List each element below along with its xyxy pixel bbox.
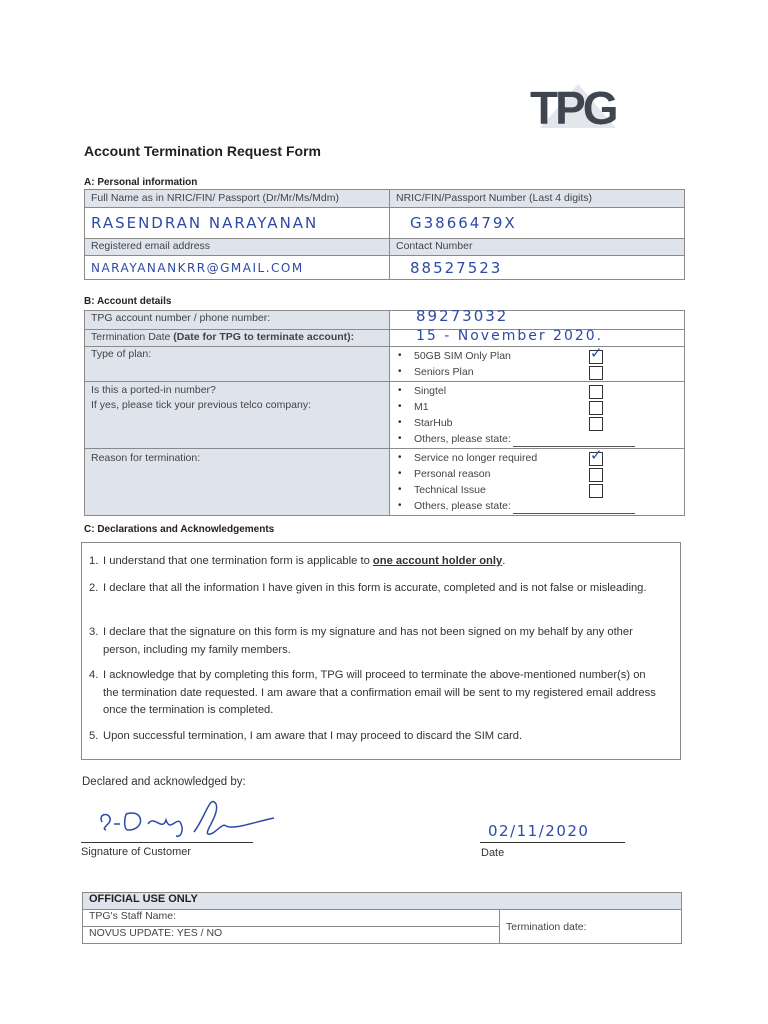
section-a-title: A: Personal information bbox=[84, 177, 198, 188]
date-line bbox=[480, 842, 625, 843]
reason-label: Reason for termination: bbox=[85, 449, 390, 516]
tpg-logo-text: TPG bbox=[530, 82, 616, 130]
ported-in-label: Is this a ported-in number? If yes, please tick your previous telco company: bbox=[85, 382, 390, 449]
contact-label: Contact Number bbox=[390, 239, 685, 256]
personal-info-table bbox=[84, 189, 685, 280]
date-value[interactable]: 02/11/2020 bbox=[488, 822, 590, 840]
checkbox-technical[interactable] bbox=[589, 484, 603, 498]
email-label: Registered email address bbox=[85, 239, 390, 256]
section-c-title: C: Declarations and Acknowledgements bbox=[84, 524, 275, 535]
account-details-table bbox=[84, 307, 685, 516]
contact-value[interactable]: 88527523 bbox=[410, 258, 503, 277]
reason-options bbox=[390, 449, 685, 516]
plan-option-seniors[interactable]: • Seniors Plan bbox=[390, 364, 684, 380]
reason-option-personal[interactable]: • Personal reason bbox=[390, 466, 684, 482]
email-value[interactable]: NARAYANANKRR@GMAIL.COM bbox=[91, 260, 304, 275]
telco-option-m1[interactable]: • M1 bbox=[390, 399, 684, 415]
reason-option-technical[interactable]: • Technical Issue bbox=[390, 482, 684, 498]
declaration-item: 1. I understand that one termination form is applicable to one account holder only. bbox=[89, 555, 506, 567]
section-b-title: B: Account details bbox=[84, 296, 172, 307]
telco-option-singtel[interactable]: • Singtel bbox=[390, 383, 684, 399]
checkbox-personal[interactable] bbox=[589, 468, 603, 482]
tpg-logo bbox=[518, 82, 658, 130]
telco-option-starhub[interactable]: • StarHub bbox=[390, 415, 684, 431]
official-use-title: OFFICIAL USE ONLY bbox=[83, 893, 682, 910]
full-name-label: Full Name as in NRIC/FIN/ Passport (Dr/Mr/Ms/Mdm) bbox=[85, 190, 390, 208]
signature-line bbox=[81, 842, 253, 843]
termination-date-value[interactable]: 15 - November 2020. bbox=[416, 328, 604, 344]
plan-type-label: Type of plan: bbox=[85, 347, 390, 382]
checkbox-starhub[interactable] bbox=[589, 417, 603, 431]
checkbox-singtel[interactable] bbox=[589, 385, 603, 399]
telco-option-others[interactable]: • Others, please state: bbox=[390, 431, 684, 447]
account-number-value[interactable]: 89273032 bbox=[416, 307, 509, 325]
official-use-table bbox=[82, 892, 682, 944]
reason-option-no-longer-required[interactable]: • Service no longer required ✓ bbox=[390, 450, 684, 466]
signature-drawing[interactable] bbox=[84, 792, 284, 842]
plan-option-50gb[interactable]: • 50GB SIM Only Plan ✓ bbox=[390, 348, 684, 364]
checkbox-seniors[interactable] bbox=[589, 366, 603, 380]
declaration-item: 2. I declare that all the information I have given in this form is accurate, completed and is not false or misleading. bbox=[89, 582, 647, 594]
reason-others-field[interactable] bbox=[513, 503, 635, 514]
plan-options bbox=[390, 347, 685, 382]
novus-update-label: NOVUS UPDATE: YES / NO bbox=[83, 927, 500, 944]
signature-label: Signature of Customer bbox=[81, 846, 192, 858]
tick-mark-icon: ✓ bbox=[590, 447, 603, 464]
date-label: Date bbox=[481, 847, 505, 859]
telco-others-field[interactable] bbox=[513, 436, 635, 447]
nric-value[interactable]: G3866479X bbox=[410, 214, 517, 232]
termination-date-official-label: Termination date: bbox=[500, 910, 682, 944]
declaration-item: 5. Upon successful termination, I am aware that I may proceed to discard the SIM card. bbox=[89, 730, 523, 742]
full-name-value[interactable]: RASENDRAN NARAYANAN bbox=[91, 214, 319, 232]
tick-mark-icon: ✓ bbox=[590, 345, 603, 362]
reason-option-others[interactable]: • Others, please state: bbox=[390, 498, 684, 514]
staff-name-label: TPG's Staff Name: bbox=[83, 910, 500, 927]
checkbox-m1[interactable] bbox=[589, 401, 603, 415]
termination-date-label: Termination Date (Date for TPG to terminate account): bbox=[85, 330, 390, 347]
declaration-item: 4. I acknowledge that by completing this form, TPG will proceed to terminate the above-mentioned number(s) on the termination date requested. I am aware that a confirmation email will be sent to my registered email address once the termination is completed. bbox=[89, 669, 656, 716]
form-title: Account Termination Request Form bbox=[84, 143, 321, 159]
telco-options bbox=[390, 382, 685, 449]
account-number-label: TPG account number / phone number: bbox=[85, 311, 390, 330]
declared-label: Declared and acknowledged by: bbox=[82, 776, 246, 788]
nric-label: NRIC/FIN/Passport Number (Last 4 digits) bbox=[390, 190, 685, 208]
declaration-item: 3. I declare that the signature on this form is my signature and has not been signed on my behalf by any other person, including my family members. bbox=[89, 626, 633, 656]
